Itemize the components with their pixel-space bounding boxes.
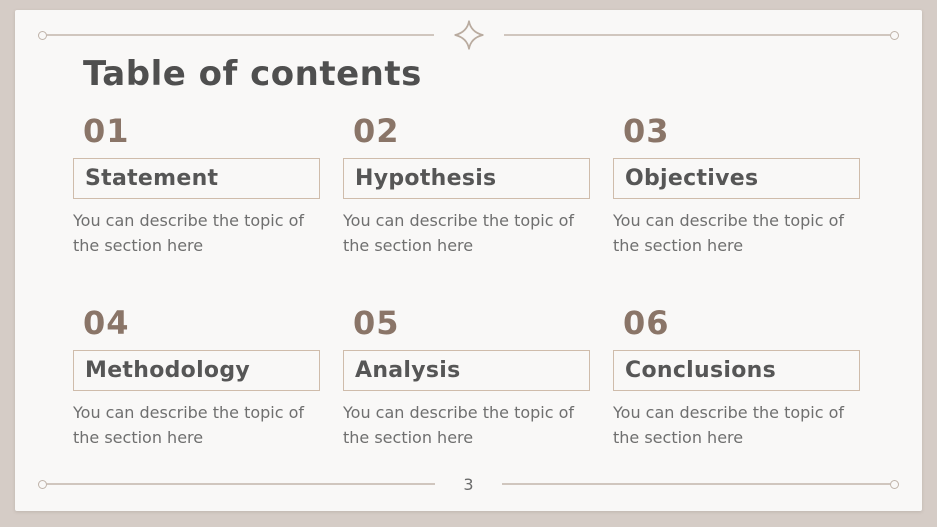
toc-item bbox=[73, 114, 320, 258]
section-number: 02 bbox=[353, 112, 400, 150]
toc-item bbox=[343, 114, 590, 258]
section-number: 04 bbox=[83, 304, 130, 342]
section-title: Statement bbox=[85, 166, 219, 191]
section-title: Methodology bbox=[85, 358, 251, 383]
divider-line bbox=[47, 483, 435, 485]
section-description: You can describe the topic of the section here bbox=[613, 211, 845, 255]
divider-line bbox=[504, 34, 891, 36]
section-title-box bbox=[613, 158, 860, 199]
section-title-box bbox=[343, 350, 590, 391]
divider-end-circle bbox=[38, 480, 47, 489]
section-title-box bbox=[73, 350, 320, 391]
section-title-box bbox=[343, 158, 590, 199]
toc-item bbox=[73, 306, 320, 450]
section-description: You can describe the topic of the section here bbox=[343, 403, 575, 447]
section-title: Conclusions bbox=[625, 358, 776, 383]
section-number: 03 bbox=[623, 112, 670, 150]
section-description: You can describe the topic of the section here bbox=[343, 211, 575, 255]
section-description: You can describe the topic of the section here bbox=[73, 211, 305, 255]
toc-item bbox=[613, 114, 860, 258]
divider-end-circle bbox=[890, 31, 899, 40]
toc-grid bbox=[73, 114, 860, 450]
section-number: 05 bbox=[353, 304, 400, 342]
page-number: 3 bbox=[463, 474, 474, 494]
bottom-divider bbox=[15, 469, 922, 499]
sparkle-icon bbox=[452, 18, 486, 52]
section-title-box bbox=[613, 350, 860, 391]
section-title: Objectives bbox=[625, 166, 759, 191]
section-number: 06 bbox=[623, 304, 670, 342]
section-title-box bbox=[73, 158, 320, 199]
page-title: Table of contents bbox=[83, 54, 422, 94]
toc-item bbox=[613, 306, 860, 450]
top-divider bbox=[15, 20, 922, 50]
slide-card bbox=[15, 10, 922, 511]
section-number: 01 bbox=[83, 112, 130, 150]
section-description: You can describe the topic of the section here bbox=[73, 403, 305, 447]
divider-end-circle bbox=[38, 31, 47, 40]
section-description: You can describe the topic of the section here bbox=[613, 403, 845, 447]
section-title: Hypothesis bbox=[355, 166, 497, 191]
divider-end-circle bbox=[890, 480, 899, 489]
toc-item bbox=[343, 306, 590, 450]
divider-line bbox=[502, 483, 890, 485]
section-title: Analysis bbox=[355, 358, 461, 383]
divider-line bbox=[47, 34, 434, 36]
